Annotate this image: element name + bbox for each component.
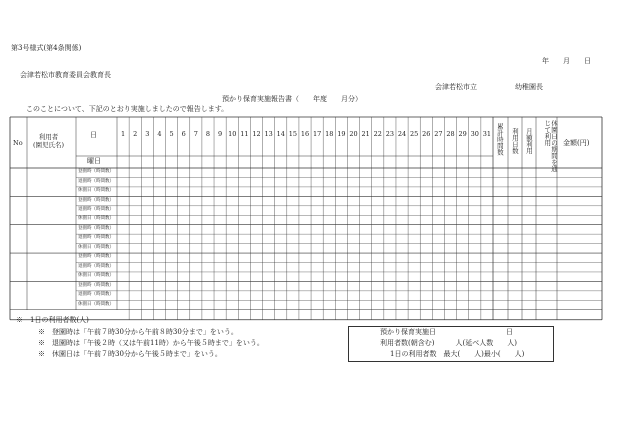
day-number-1: 1 bbox=[120, 130, 126, 138]
weekday-header: 曜日 bbox=[87, 157, 101, 165]
day-number-29: 29 bbox=[458, 130, 467, 138]
row-type-label: 登園時（時間数） bbox=[78, 197, 114, 203]
day-number-16: 16 bbox=[300, 130, 310, 138]
day-number-24: 24 bbox=[397, 130, 407, 138]
amount-header: 金額(円) bbox=[563, 139, 590, 147]
summary-line-2: 利用者数(朝含む) 人(延べ人数 人) bbox=[380, 339, 517, 347]
day-number-10: 10 bbox=[228, 130, 237, 138]
intro-text: このことについて、下記のとおり実施しましたので報告します。 bbox=[26, 105, 229, 113]
monthly-header: 月額利用 bbox=[524, 128, 533, 154]
total-time-header: 累計時間数 bbox=[495, 123, 504, 156]
row-type-label: 退園時（時間数） bbox=[78, 178, 114, 184]
summary-line-1: 預かり保育実施日 日 bbox=[380, 328, 513, 336]
row-type-label: 休園日（時間数） bbox=[78, 244, 114, 250]
day-number-18: 18 bbox=[325, 130, 334, 138]
row-type-label: 登園時（時間数） bbox=[78, 254, 114, 260]
day-number-9: 9 bbox=[218, 130, 223, 138]
row-type-label: 登園時（時間数） bbox=[78, 169, 114, 175]
day-number-25: 25 bbox=[410, 130, 419, 138]
row-type-label: 登園時（時間数） bbox=[78, 282, 114, 288]
row-type-label: 登園時（時間数） bbox=[78, 225, 114, 231]
no-header: No bbox=[13, 139, 23, 147]
day-number-12: 12 bbox=[252, 130, 261, 138]
footer-row-label: ※ 1日の利用者数(人) bbox=[16, 316, 89, 324]
note-arrival: ※ 登園時は「午前７時30分から午前８時30分まで」をいう。 bbox=[38, 328, 238, 336]
day-number-21: 21 bbox=[361, 130, 370, 138]
day-number-7: 7 bbox=[193, 130, 198, 138]
row-type-label: 休園日（時間数） bbox=[78, 216, 114, 222]
day-number-19: 19 bbox=[337, 130, 346, 138]
day-number-28: 28 bbox=[446, 130, 455, 138]
day-number-30: 30 bbox=[470, 130, 479, 138]
day-number-5: 5 bbox=[169, 130, 174, 138]
day-number-2: 2 bbox=[133, 130, 138, 138]
day-number-8: 8 bbox=[205, 130, 211, 138]
row-type-label: 退園時（時間数） bbox=[78, 263, 114, 269]
row-type-label: 退園時（時間数） bbox=[78, 235, 114, 241]
row-type-label: 退園時（時間数） bbox=[78, 207, 114, 212]
note-departure: ※ 退園時は「午後２時（又は午前11時）から午後５時まで」をいう。 bbox=[38, 339, 264, 347]
date-line: 年 月 日 bbox=[542, 57, 591, 65]
day-number-22: 22 bbox=[373, 130, 382, 138]
form-number: 第3号様式(第4条関係) bbox=[11, 44, 82, 52]
addressee: 会津若松市教育委員会教育長 bbox=[20, 71, 111, 79]
holiday-header: 休園日の期間を通じて利用 bbox=[543, 120, 558, 172]
day-number-17: 17 bbox=[312, 130, 322, 138]
day-number-26: 26 bbox=[422, 130, 431, 138]
row-type-label: 休園日（時間数） bbox=[78, 273, 114, 279]
day-header: 日 bbox=[90, 131, 97, 139]
day-number-4: 4 bbox=[157, 130, 162, 138]
day-number-15: 15 bbox=[288, 130, 297, 138]
row-type-label: 休園日（時間数） bbox=[78, 188, 114, 194]
day-number-6: 6 bbox=[181, 130, 186, 138]
day-number-23: 23 bbox=[385, 130, 395, 138]
day-number-13: 13 bbox=[264, 130, 273, 138]
row-type-label: 休園日（時間数） bbox=[78, 301, 114, 307]
days-header: 利用日数 bbox=[510, 128, 519, 154]
report-title: 預かり保育実施報告書（ 年度 月分） bbox=[222, 95, 362, 103]
sender-principal: 幼稚園長 bbox=[515, 83, 543, 91]
row-type-label: 退園時（時間数） bbox=[78, 292, 114, 298]
day-number-3: 3 bbox=[145, 130, 150, 138]
day-number-14: 14 bbox=[276, 130, 285, 138]
day-number-31: 31 bbox=[482, 130, 492, 138]
user-header: 利用者 (園児氏名) bbox=[33, 133, 65, 150]
summary-line-3: 1日の利用者数 最大( 人)最小( 人) bbox=[390, 350, 525, 358]
day-number-11: 11 bbox=[240, 130, 249, 138]
day-number-20: 20 bbox=[349, 130, 358, 138]
sender-city: 会津若松市立 bbox=[435, 83, 477, 91]
day-number-27: 27 bbox=[434, 130, 443, 138]
note-holiday: ※ 休園日は「午前７時30分から午後５時まで」をいう。 bbox=[38, 350, 222, 358]
